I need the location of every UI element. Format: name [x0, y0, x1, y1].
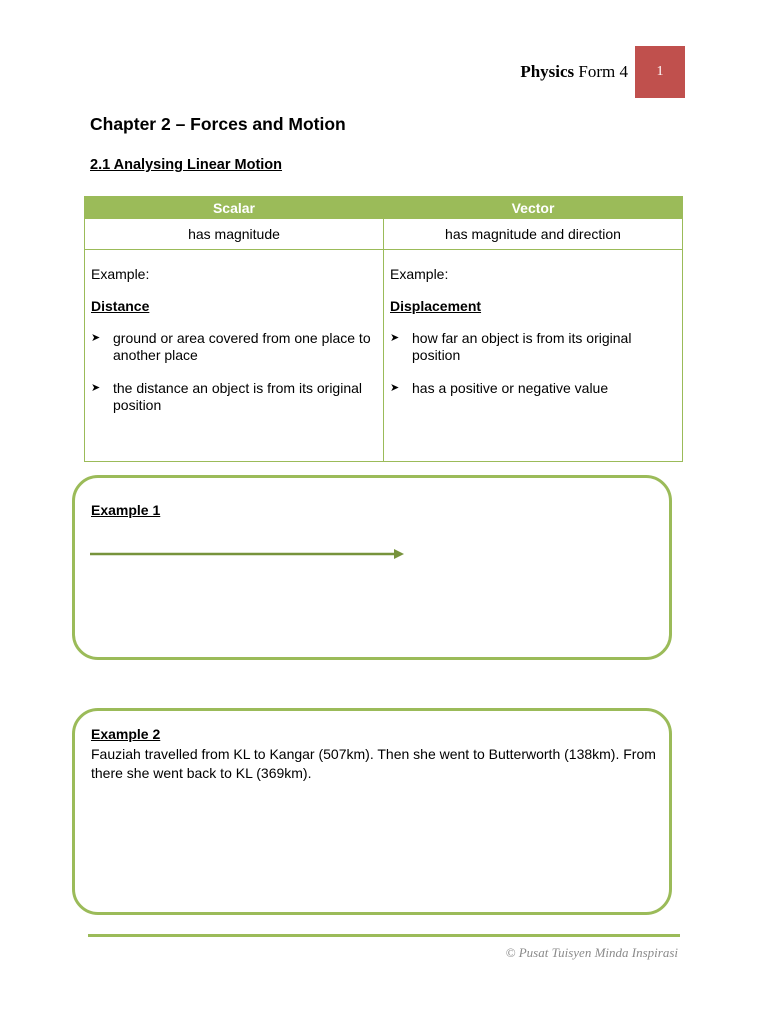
- arrowhead-bullet-icon: ➤: [390, 382, 400, 394]
- footer-divider: [88, 934, 680, 937]
- example-1-box: [72, 475, 672, 660]
- list-item: [390, 380, 676, 397]
- scalar-bullet-list: [91, 330, 377, 414]
- section-title: 2.1 Analysing Linear Motion: [90, 157, 283, 173]
- vector-bullet-list: [390, 330, 676, 397]
- bullet-text: has a positive or negative value: [412, 380, 609, 396]
- scalar-term: Distance: [91, 298, 150, 314]
- list-item: [91, 330, 377, 364]
- right-arrow-diagram: [90, 548, 410, 560]
- vector-header: Vector: [384, 197, 683, 219]
- example-2-box: [72, 708, 672, 915]
- table-header-row: [85, 197, 683, 219]
- header-subject-bold: Physics: [520, 62, 575, 81]
- footer-copyright: © Pusat Tuisyen Minda Inspirasi: [505, 945, 678, 960]
- scalar-definition: has magnitude: [85, 219, 384, 250]
- example-2-title: Example 2: [91, 726, 161, 742]
- example-label: Example:: [390, 266, 449, 282]
- scalar-example-cell: [85, 250, 384, 462]
- page-number: 1: [656, 64, 664, 79]
- vector-term: Displacement: [390, 298, 482, 314]
- page-number-badge: [635, 46, 685, 98]
- list-item: [91, 380, 377, 414]
- bullet-text: the distance an object is from its original position: [113, 380, 363, 413]
- example-label: Example:: [91, 266, 150, 282]
- header-subject-form: Form 4: [578, 62, 628, 81]
- bullet-text: how far an object is from its original position: [412, 330, 632, 363]
- scalar-vector-table: [84, 196, 683, 462]
- header-subject: [520, 62, 628, 82]
- arrowhead-icon: [394, 549, 404, 559]
- vector-definition: has magnitude and direction: [384, 219, 683, 250]
- arrowhead-bullet-icon: ➤: [91, 382, 101, 394]
- definition-row: [85, 219, 683, 250]
- arrowhead-bullet-icon: ➤: [390, 332, 400, 344]
- example-2-text: Fauziah travelled from KL to Kangar (507km). Then she went to Butterworth (138km). From there she went back to KL (369km).: [91, 746, 656, 781]
- vector-example-cell: [384, 250, 683, 462]
- example-1-title: Example 1: [91, 502, 161, 518]
- bullet-text: ground or area covered from one place to another place: [113, 330, 371, 363]
- list-item: [390, 330, 676, 364]
- chapter-title: Chapter 2 – Forces and Motion: [90, 114, 346, 134]
- arrowhead-bullet-icon: ➤: [91, 332, 101, 344]
- scalar-header: Scalar: [85, 197, 384, 219]
- example-row: [85, 250, 683, 462]
